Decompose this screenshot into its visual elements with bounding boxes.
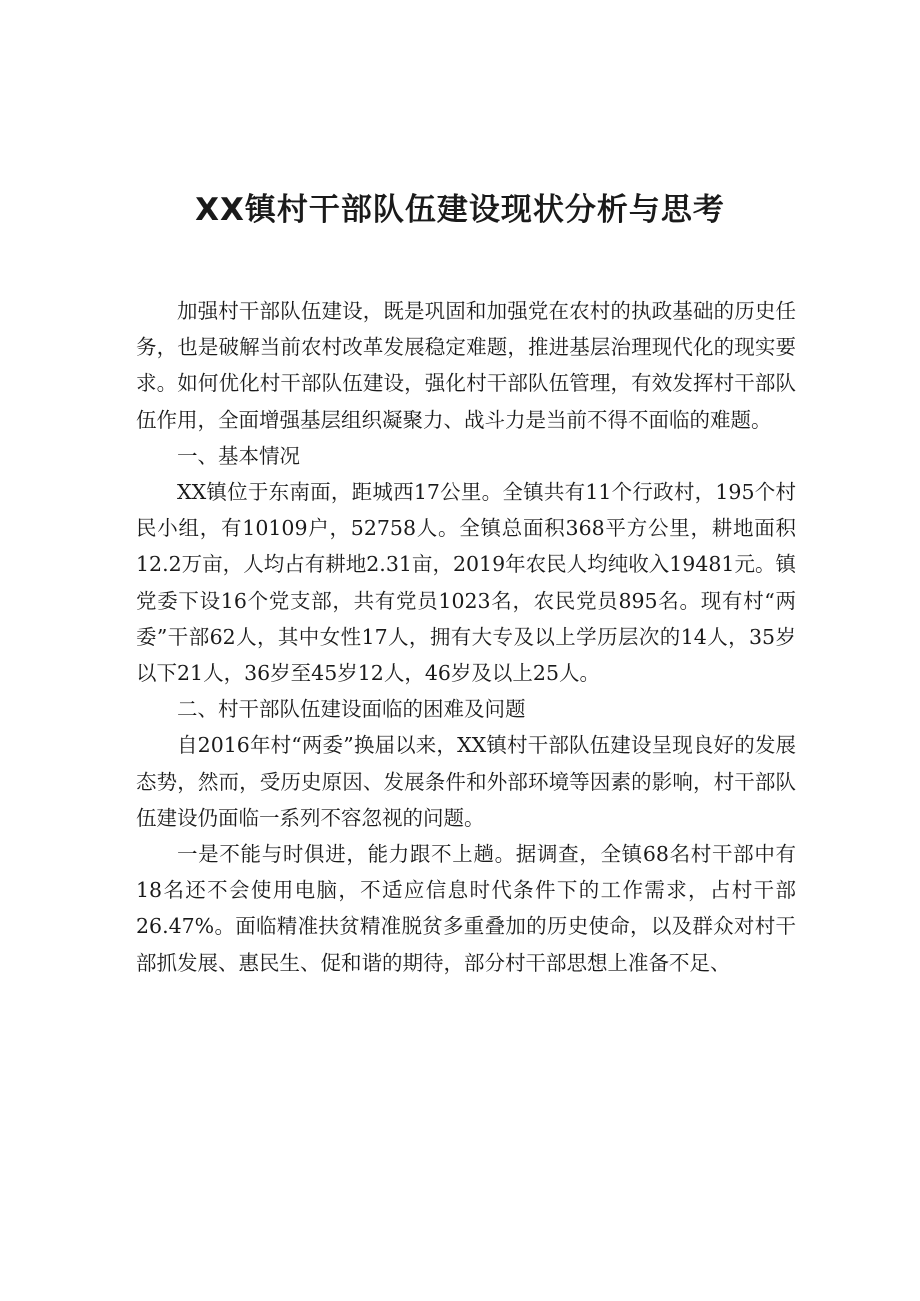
document-title: XX镇村干部队伍建设现状分析与思考 — [195, 192, 725, 228]
intro-paragraph: 加强村干部队伍建设，既是巩固和加强党在农村的执政基础的历史任务，也是破解当前农村改革发展稳定难题，推进基层治理现代化的现实要求。如何优化村干部队伍建设，强化村干部队伍管理，有效发挥村干部队伍作用，全面增强基层组织凝聚力、战斗力是当前不得不面临的难题。 — [136, 299, 796, 432]
problem-one-paragraph: 一是不能与时俱进，能力跟不上趟。据调查，全镇68名村干部中有18名还不会使用电脑，不适应信息时代条件下的工作需求，占村干部26.47%。面临精准扶贫精准脱贫多重叠加的历史使命，以及群众对村干部抓发展、惠民生、促和谐的期待，部分村干部思想上准备不足、 — [136, 842, 796, 975]
basic-situation-paragraph: XX镇位于东南面，距城西17公里。全镇共有11个行政村，195个村民小组，有10109户，52758人。全镇总面积368平方公里，耕地面积12.2万亩，人均占有耕地2.31亩，2019年农民人均纯收入19481元。镇党委下设16个党支部，共有党员1023名，农民党员895名。现有村“两委”干部62人，其中女性17人，拥有大专及以上学历层次的14人，35岁以下21人，36岁至45岁12人，46岁及以上25人。 — [136, 480, 796, 686]
problems-intro-paragraph: 自2016年村“两委”换届以来，XX镇村干部队伍建设呈现良好的发展态势，然而，受历史原因、发展条件和外部环境等因素的影响，村干部队伍建设仍面临一系列不容忽视的问题。 — [136, 733, 796, 830]
section-heading-problems: 二、村干部队伍建设面临的困难及问题 — [177, 697, 526, 722]
section-heading-basic-situation: 一、基本情况 — [177, 443, 300, 468]
document-body — [136, 293, 796, 981]
